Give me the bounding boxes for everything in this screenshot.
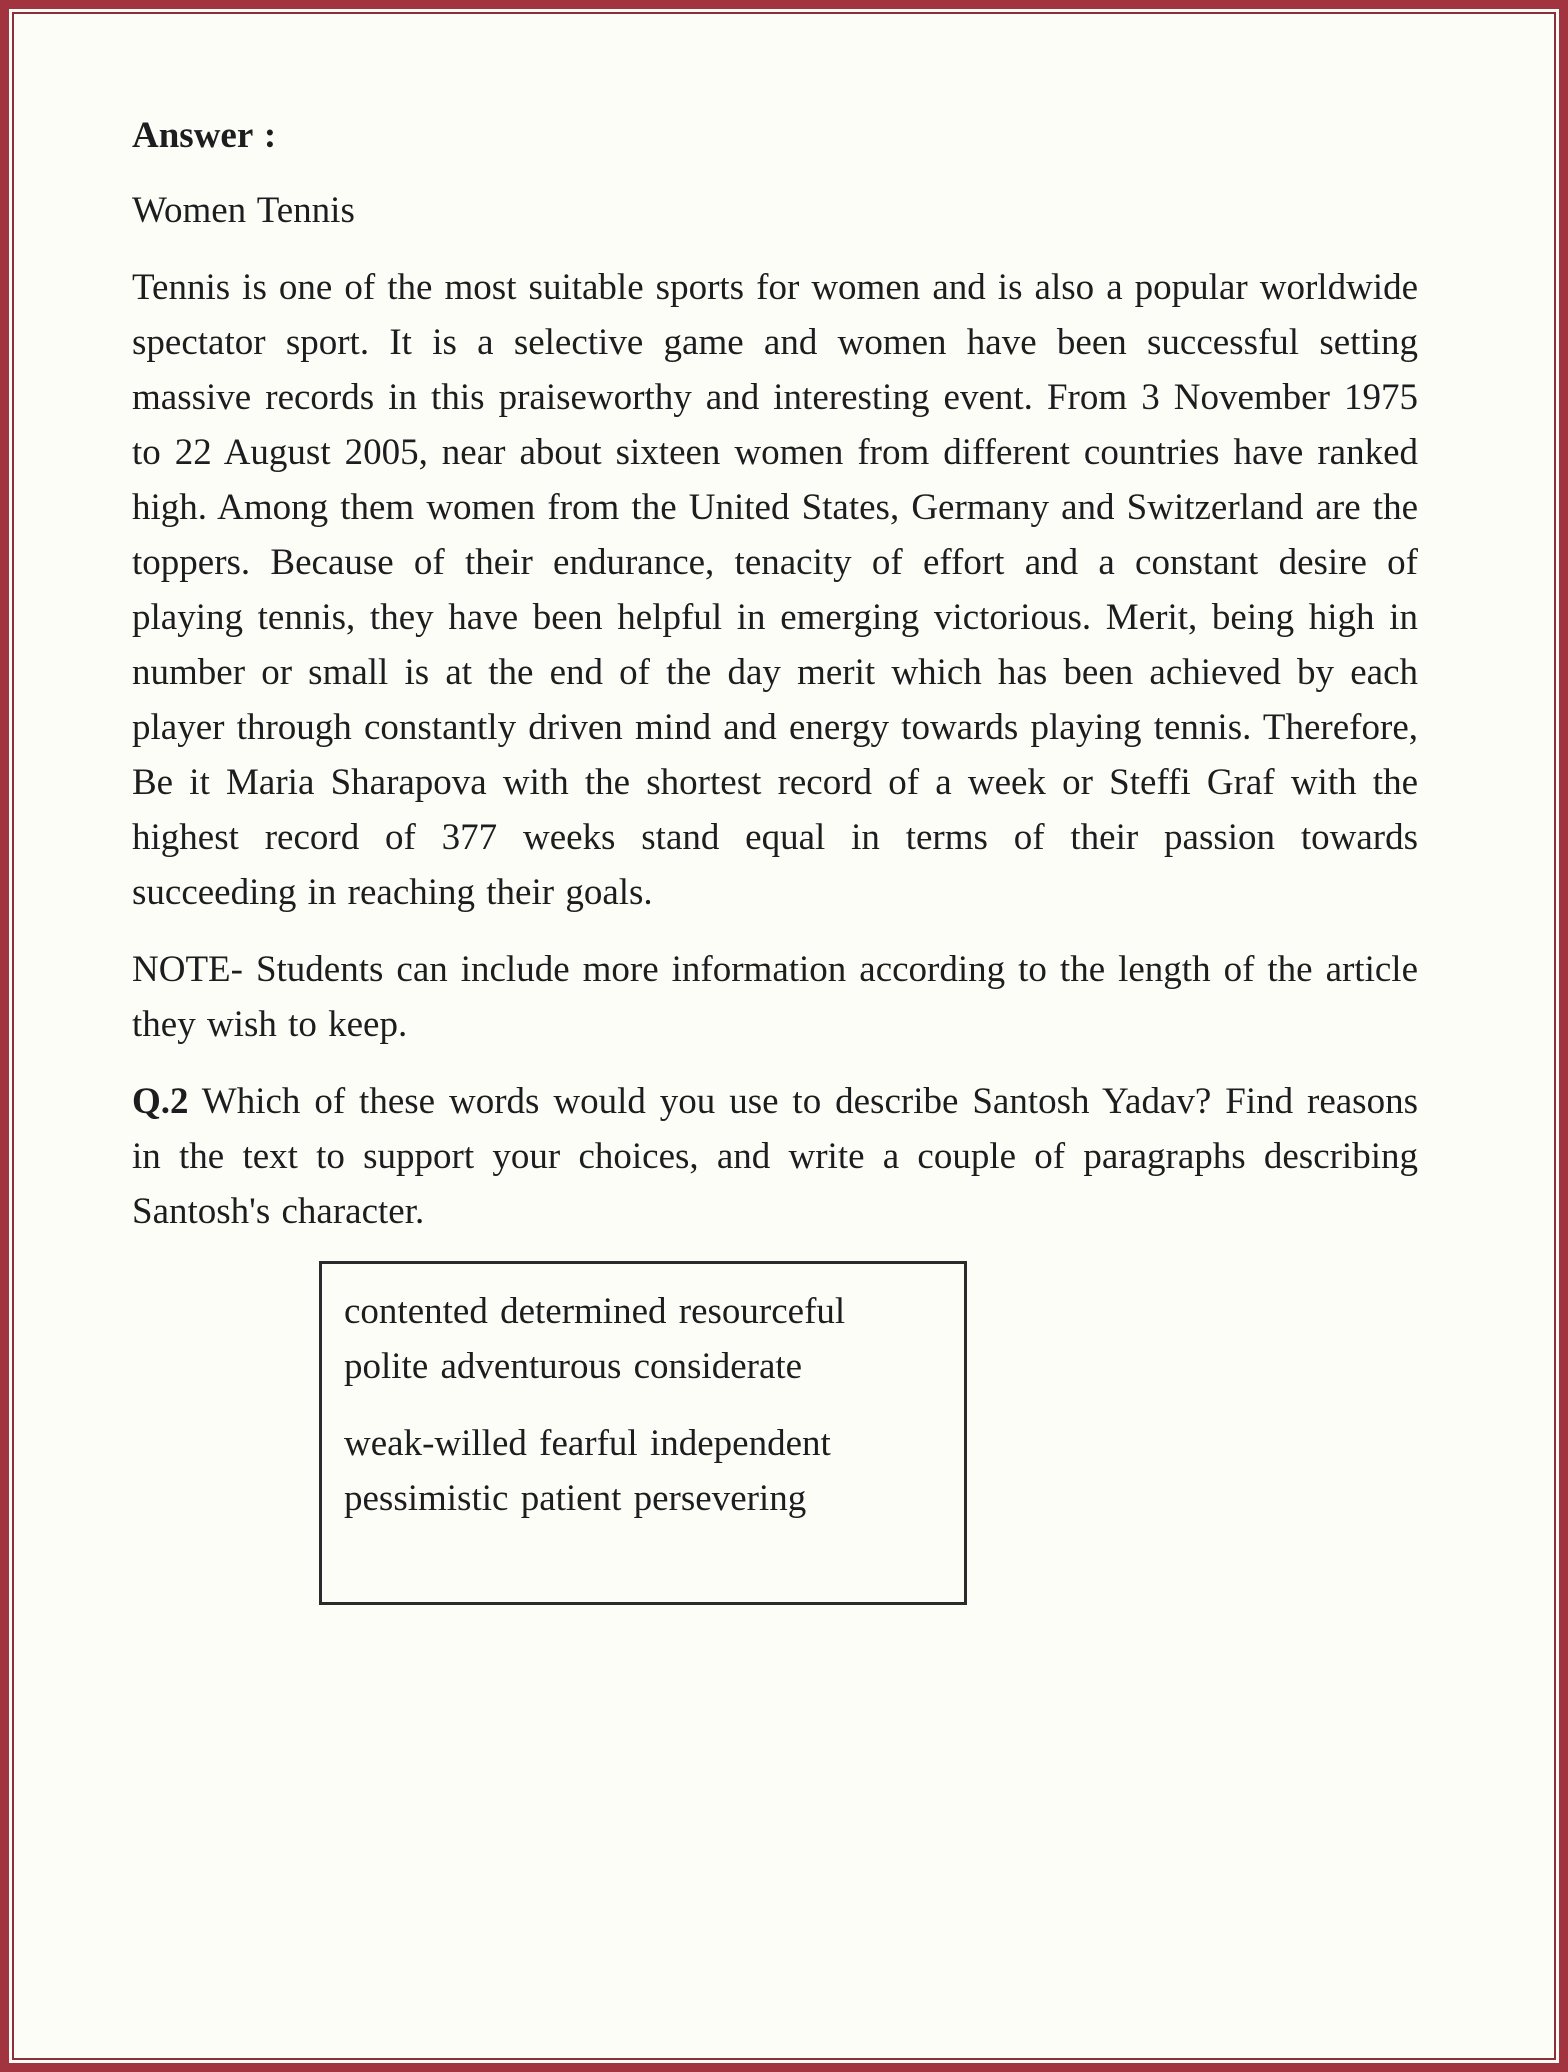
- question-text: Which of these words would you use to describe Santosh Yadav? Find reasons in the text to support your choices, and write a couple of paragraphs describing Santosh's character.: [132, 1081, 1418, 1232]
- word-choices-box: [319, 1261, 967, 1605]
- word-line: contented determined resourceful: [344, 1291, 846, 1332]
- inner-frame-line: [12, 12, 1556, 2060]
- note-paragraph: NOTE- Students can include more information according to the length of the article they wish to keep.: [132, 949, 1418, 1045]
- answer-paragraph: Tennis is one of the most suitable sports for women and is also a popular worldwide spectator sport. It is a selective game and women have been successful setting massive records in this praiseworthy and interesting event. From 3 November 1975 to 22 August 2005, near about sixteen women from different countries have ranked high. Among them women from the United States, Germany and Switzerland are the toppers. Because of their endurance, tenacity of effort and a constant desire of playing tennis, they have been helpful in emerging victorious. Merit, being high in number or small is at the end of the day merit which has been achieved by each player through constantly driven mind and energy towards playing tennis. Therefore, Be it Maria Sharapova with the shortest record of a week or Steffi Graf with the highest record of 377 weeks stand equal in terms of their passion towards succeeding in reaching their goals.: [132, 267, 1418, 913]
- word-line: pessimistic patient persevering: [344, 1478, 807, 1519]
- word-line: polite adventurous considerate: [344, 1346, 803, 1387]
- word-group-2: [344, 1416, 948, 1526]
- question-paragraph: [132, 1074, 1418, 1239]
- question-number: Q.2: [132, 1081, 189, 1122]
- document-content: [16, 16, 1552, 2056]
- word-group-1: [344, 1284, 948, 1394]
- answer-heading: Answer :: [132, 115, 277, 156]
- answer-title: Women Tennis: [132, 190, 355, 231]
- word-line: weak-willed fearful independent: [344, 1423, 831, 1464]
